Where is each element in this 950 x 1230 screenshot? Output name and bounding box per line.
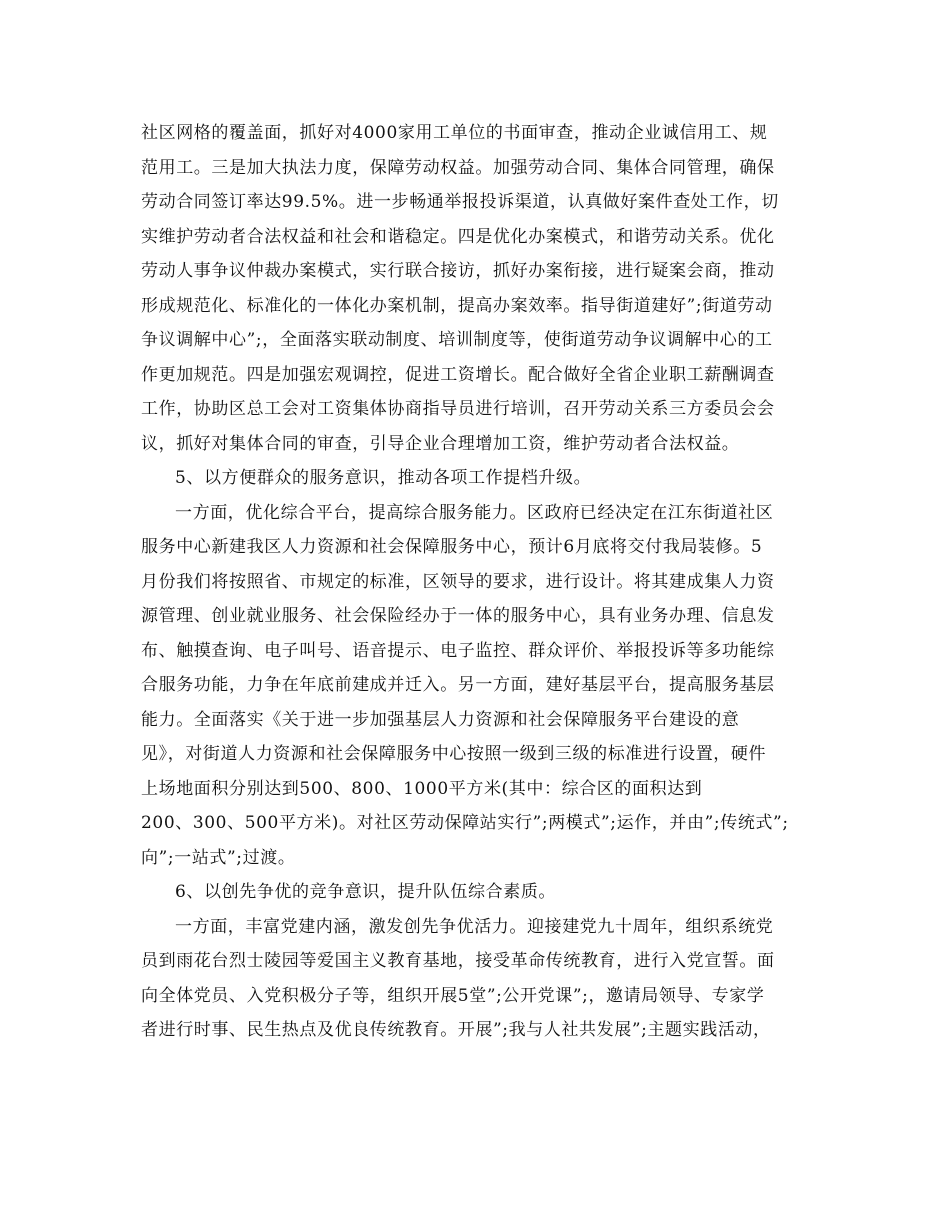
text-line: 布、触摸查询、电子叫号、语音提示、电子监控、群众评价、举报投诉等多功能综: [141, 640, 775, 661]
text-line: 范用工。三是加大执法力度，保障劳动权益。加强劳动合同、集体合同管理，确保: [141, 157, 775, 178]
text-line: 议，抓好对集体合同的审查，引导企业合理增加工资，维护劳动者合法权益。: [141, 433, 740, 454]
text-line: 5、以方便群众的服务意识，推动各项工作提档升级。: [175, 468, 592, 488]
text-line: 者进行时事、民生热点及优良传统教育。开展”;我与人社共发展”;主题实践活动，: [141, 1020, 771, 1040]
text-line: 向”;一站式”;过渡。: [141, 847, 296, 868]
text-line: 实维护劳动者合法权益和社会和谐稳定。四是优化办案模式，和谐劳动关系。优化: [141, 226, 775, 247]
text-line: 200、300、500平方米)。对社区劳动保障站实行”;两模式”;运作，并由”;传统式”;: [141, 813, 789, 833]
text-line: 月份我们将按照省、市规定的标准，区领导的要求，进行设计。将其建成集人力资: [141, 571, 775, 592]
text-line: 一方面，优化综合平台，提高综合服务能力。区政府已经决定在江东街道社区: [175, 502, 774, 523]
text-line: 源管理、创业就业服务、社会保险经办于一体的服务中心，具有业务办理、信息发: [141, 606, 775, 626]
text-line: 员到雨花台烈士陵园等爱国主义教育基地，接受革命传统教育，进行入党宣誓。面: [141, 951, 775, 971]
text-line: 形成规范化、标准化的一体化办案机制，提高办案效率。指导街道建好”;街道劳动: [141, 295, 773, 316]
text-line: 争议调解中心”;，全面落实联动制度、培训制度等，使街道劳动争议调解中心的工: [141, 330, 773, 350]
text-line: 见》，对街道人力资源和社会保障服务中心按照一级到三级的标准进行设置，硬件: [141, 744, 767, 764]
paragraph: [141, 910, 811, 1048]
paragraph: [141, 496, 811, 876]
text-line: 能力。全面落实《关于进一步加强基层人力资源和社会保障服务平台建设的意: [141, 709, 740, 730]
section-heading: [141, 875, 811, 910]
text-line: 社区网格的覆盖面，抓好对4000家用工单位的书面审查，推动企业诚信用工、规: [141, 123, 768, 143]
text-line: 服务中心新建我区人力资源和社会保障服务中心，预计6月底将交付我局装修。5: [141, 537, 763, 557]
text-line: 作更加规范。四是加强宏观调控，促进工资增长。配合做好全省企业职工薪酬调查: [141, 364, 775, 385]
text-line: 合服务功能，力争在年底前建成并迁入。另一方面，建好基层平台，提高服务基层: [141, 675, 775, 695]
text-line: 工作，协助区总工会对工资集体协商指导员进行培训，召开劳动关系三方委员会会: [141, 399, 775, 419]
text-line: 向全体党员、入党积极分子等，组织开展5堂”;公开党课”;，邀请局领导、专家学: [141, 985, 765, 1006]
text-line: 6、以创先争优的竞争意识，提升队伍综合素质。: [175, 882, 557, 902]
text-line: 劳动合同签订率达99.5%。进一步畅通举报投诉渠道，认真做好案件查处工作，切: [141, 192, 779, 212]
section-heading: [141, 461, 811, 496]
document-body: [141, 116, 811, 1048]
paragraph: [141, 116, 811, 461]
text-line: 劳动人事争议仲裁办案模式，实行联合接访，抓好办案衔接，进行疑案会商，推动: [141, 261, 775, 281]
text-line: 一方面，丰富党建内涵，激发创先争优活力。迎接建党九十周年，组织系统党: [175, 916, 774, 937]
text-line: 上场地面积分别达到500、800、1000平方米(其中：综合区的面积达到: [141, 778, 703, 799]
